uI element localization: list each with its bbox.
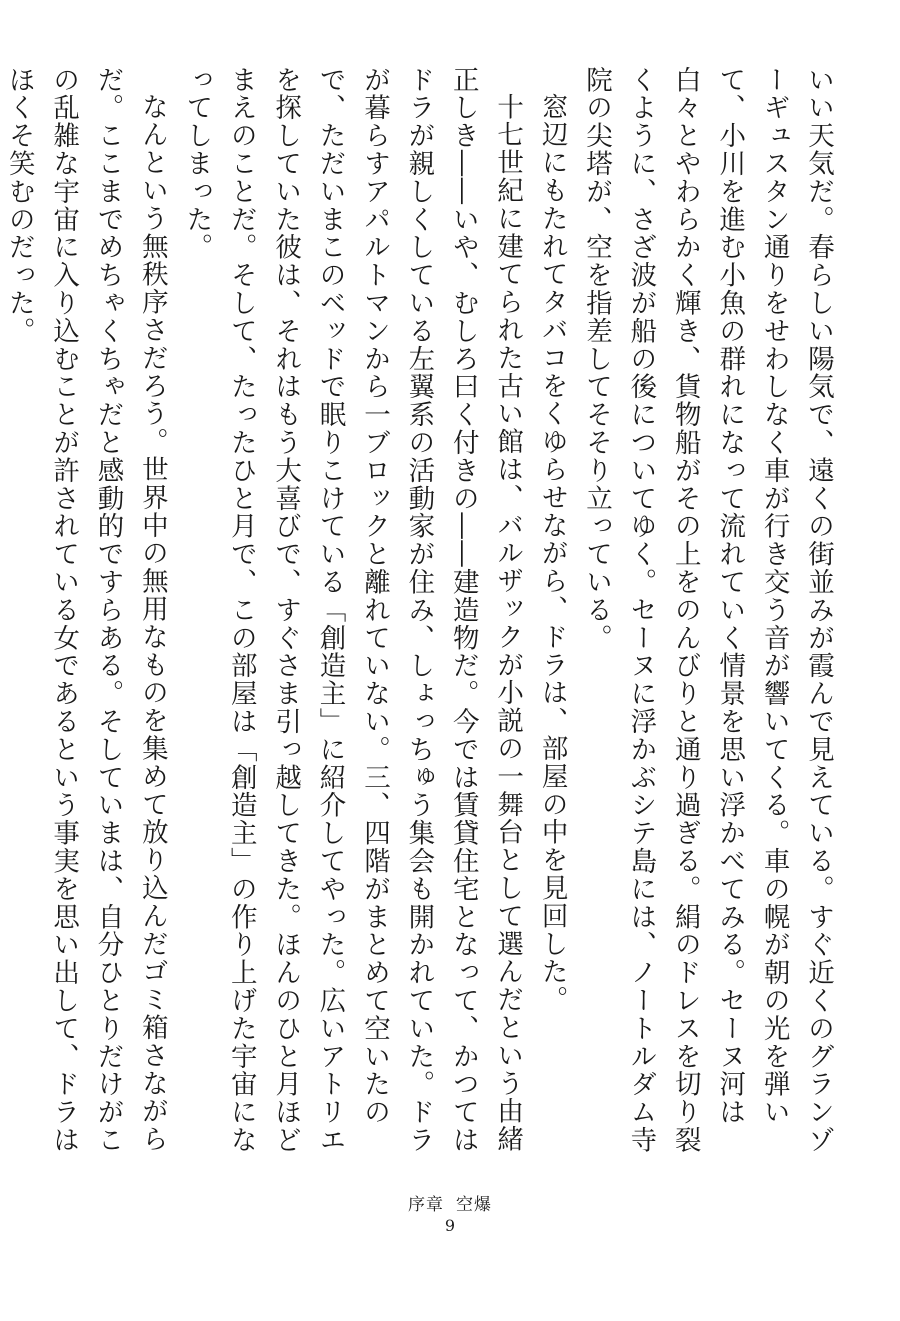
paragraph: 十七世紀に建てられた古い館は、バルザックが小説の一舞台として選んだという由緒正しき――いや、むしろ曰く付きの――建造物だ。今では賃貸住宅となって、かつてはドラが親しくしている左翼系の活動家が住み、しょっちゅう集会も開かれていた。ドラが暮らすアパルトマンから一ブロックと離れていない。三、四階がまとめて空いたので、ただいまこのベッドで眠りこけている「創造主」に紹介してやった。広いアトリエを探していた彼は、それはもう大喜びで、すぐさま引っ越してきた。ほんのひと月ほどまえのことだ。そして、たったひと月で、この部屋は「創造主」の作り上げた宇宙になってしまった。 bbox=[181, 66, 524, 1155]
paragraph: いい天気だ。春らしい陽気で、遠くの街並みが霞んで見えている。すぐ近くのグランゾーギュスタン通りをせわしなく車が行き交う音が響いてくる。車の幌が朝の光を弾いて、小川を進む小魚の群れになって流れていく情景を思い浮かべてみる。セーヌ河は白々とやわらかく輝き、貨物船がその上をのんびりと通り過ぎる。絹のドレスを切り裂くように、さざ波が船の後についてゆく。セーヌに浮かぶシテ島には、ノートルダム寺院の尖塔が、空を指差してそそり立っている。 bbox=[580, 66, 834, 1155]
paragraph: 窓辺にもたれてタバコをくゆらせながら、ドラは、部屋の中を見回した。 bbox=[536, 92, 568, 1014]
running-footer bbox=[0, 1190, 900, 1215]
page-number: 9 bbox=[444, 1216, 456, 1235]
vertical-body-text bbox=[3, 66, 840, 1156]
paragraph: なんという無秩序さだろう。世界中の無用なものを集めて放り込んだゴミ箱さながらだ。ここまでめちゃくちゃだと感動的ですらある。そしていまは、自分ひとりだけがこの乱雑な宇宙に入り込むことが許されている女であるという事実を思い出して、ドラはほくそ笑むのだった。 bbox=[3, 66, 168, 1155]
chapter-label: 序章 bbox=[408, 1195, 444, 1215]
section-title: 空爆 bbox=[456, 1195, 492, 1215]
